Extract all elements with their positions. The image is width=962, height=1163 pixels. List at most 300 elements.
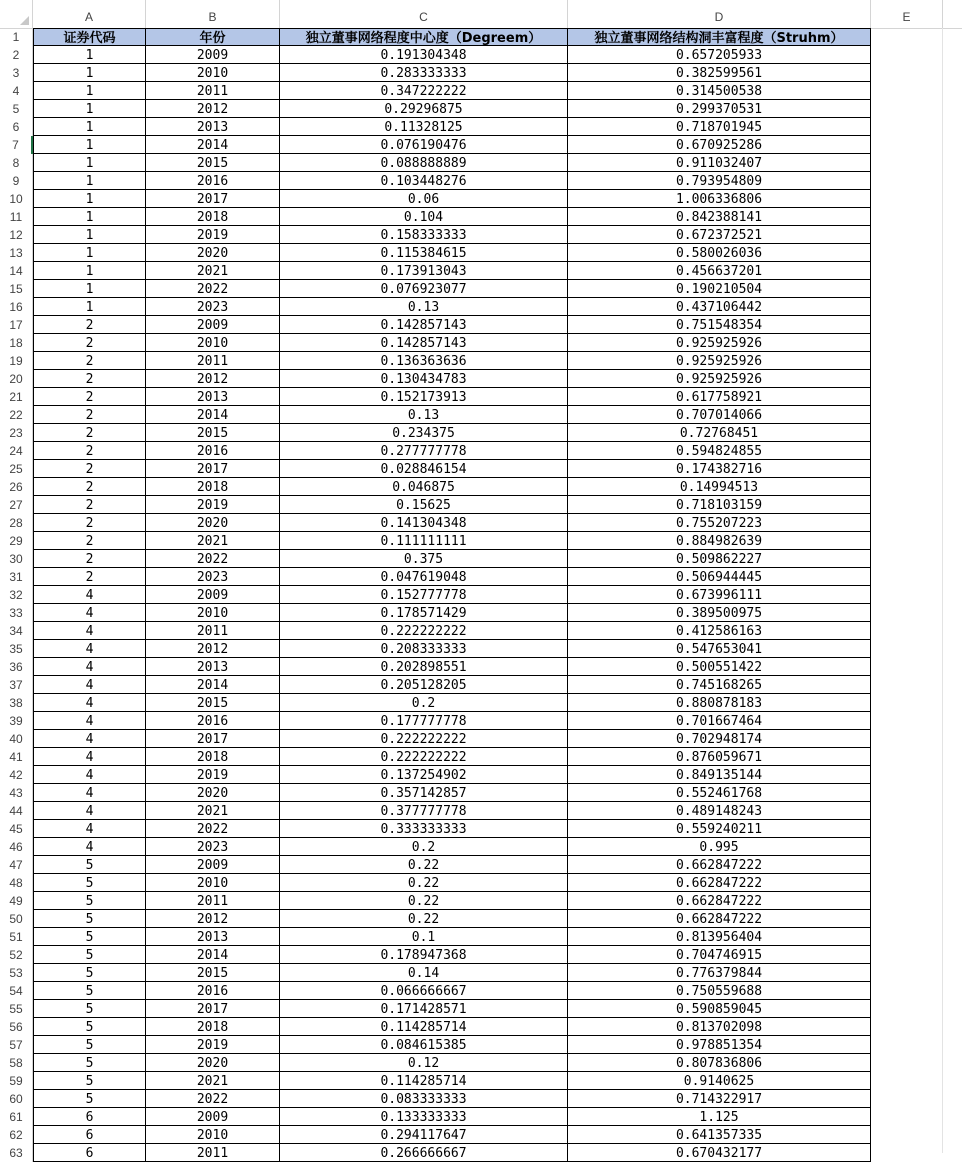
table-cell[interactable]: 1 <box>33 100 146 118</box>
column-header-a[interactable]: A <box>33 0 146 28</box>
row-header-40[interactable]: 40 <box>0 730 33 748</box>
table-cell[interactable]: 5 <box>33 1072 146 1090</box>
table-cell[interactable]: 4 <box>33 838 146 856</box>
table-cell[interactable]: 2 <box>33 406 146 424</box>
row-header-9[interactable]: 9 <box>0 172 33 190</box>
table-cell[interactable]: 1 <box>33 154 146 172</box>
table-cell[interactable]: 2018 <box>146 478 280 496</box>
table-cell[interactable]: 0.670925286 <box>568 136 871 154</box>
table-cell[interactable]: 2012 <box>146 910 280 928</box>
table-cell[interactable]: 0.580026036 <box>568 244 871 262</box>
row-header-48[interactable]: 48 <box>0 874 33 892</box>
table-cell[interactable]: 0.114285714 <box>280 1018 568 1036</box>
row-header-3[interactable]: 3 <box>0 64 33 82</box>
row-header-11[interactable]: 11 <box>0 208 33 226</box>
table-cell[interactable]: 2015 <box>146 424 280 442</box>
table-cell[interactable]: 4 <box>33 586 146 604</box>
table-cell[interactable]: 5 <box>33 946 146 964</box>
table-cell[interactable]: 0.2 <box>280 694 568 712</box>
row-header-45[interactable]: 45 <box>0 820 33 838</box>
row-header-34[interactable]: 34 <box>0 622 33 640</box>
table-cell[interactable]: 0.506944445 <box>568 568 871 586</box>
table-cell[interactable]: 2009 <box>146 316 280 334</box>
table-cell[interactable]: 0.925925926 <box>568 370 871 388</box>
table-cell[interactable]: 0.755207223 <box>568 514 871 532</box>
table-cell[interactable]: 0.718103159 <box>568 496 871 514</box>
table-cell[interactable]: 2011 <box>146 622 280 640</box>
table-cell[interactable]: 0.456637201 <box>568 262 871 280</box>
table-cell[interactable]: 0.047619048 <box>280 568 568 586</box>
table-cell[interactable]: 2010 <box>146 334 280 352</box>
table-cell[interactable]: 5 <box>33 1054 146 1072</box>
table-cell[interactable]: 2011 <box>146 352 280 370</box>
table-cell[interactable]: 0.776379844 <box>568 964 871 982</box>
table-cell[interactable]: 0.141304348 <box>280 514 568 532</box>
table-cell[interactable]: 2016 <box>146 172 280 190</box>
table-cell[interactable]: 0.849135144 <box>568 766 871 784</box>
table-cell[interactable]: 0.842388141 <box>568 208 871 226</box>
table-cell[interactable]: 0.670432177 <box>568 1144 871 1162</box>
table-cell[interactable]: 2011 <box>146 892 280 910</box>
row-header-6[interactable]: 6 <box>0 118 33 136</box>
table-cell[interactable]: 0.12 <box>280 1054 568 1072</box>
table-cell[interactable]: 0.152173913 <box>280 388 568 406</box>
table-cell[interactable]: 0.14994513 <box>568 478 871 496</box>
table-cell[interactable]: 4 <box>33 784 146 802</box>
row-header-26[interactable]: 26 <box>0 478 33 496</box>
table-cell[interactable]: 2011 <box>146 82 280 100</box>
table-cell[interactable]: 2021 <box>146 532 280 550</box>
table-cell[interactable]: 0.028846154 <box>280 460 568 478</box>
table-cell[interactable]: 0.178947368 <box>280 946 568 964</box>
table-cell[interactable]: 2014 <box>146 946 280 964</box>
table-cell[interactable]: 0.22 <box>280 874 568 892</box>
table-cell[interactable]: 0.234375 <box>280 424 568 442</box>
table-cell[interactable]: 0.171428571 <box>280 1000 568 1018</box>
table-cell[interactable]: 2023 <box>146 838 280 856</box>
row-header-5[interactable]: 5 <box>0 100 33 118</box>
table-cell[interactable]: 0.673996111 <box>568 586 871 604</box>
header-cell[interactable]: 独立董事网络结构洞丰富程度（Struhm） <box>568 28 871 46</box>
row-header-36[interactable]: 36 <box>0 658 33 676</box>
table-cell[interactable]: 0.111111111 <box>280 532 568 550</box>
table-cell[interactable]: 0.130434783 <box>280 370 568 388</box>
table-cell[interactable]: 0.222222222 <box>280 748 568 766</box>
table-cell[interactable]: 0.437106442 <box>568 298 871 316</box>
table-cell[interactable]: 5 <box>33 892 146 910</box>
table-cell[interactable]: 0.813702098 <box>568 1018 871 1036</box>
table-cell[interactable]: 2016 <box>146 442 280 460</box>
table-cell[interactable]: 0.978851354 <box>568 1036 871 1054</box>
table-cell[interactable]: 2012 <box>146 100 280 118</box>
table-cell[interactable]: 4 <box>33 730 146 748</box>
table-cell[interactable]: 0.547653041 <box>568 640 871 658</box>
header-cell[interactable]: 证券代码 <box>33 28 146 46</box>
table-cell[interactable]: 0.925925926 <box>568 352 871 370</box>
row-header-53[interactable]: 53 <box>0 964 33 982</box>
row-header-38[interactable]: 38 <box>0 694 33 712</box>
table-cell[interactable]: 0.22 <box>280 856 568 874</box>
row-header-35[interactable]: 35 <box>0 640 33 658</box>
table-cell[interactable]: 2018 <box>146 1018 280 1036</box>
row-header-19[interactable]: 19 <box>0 352 33 370</box>
table-cell[interactable]: 0.076190476 <box>280 136 568 154</box>
table-cell[interactable]: 0.793954809 <box>568 172 871 190</box>
table-cell[interactable]: 1 <box>33 46 146 64</box>
table-cell[interactable]: 1 <box>33 208 146 226</box>
row-header-8[interactable]: 8 <box>0 154 33 172</box>
table-cell[interactable]: 0.662847222 <box>568 856 871 874</box>
table-cell[interactable]: 2014 <box>146 676 280 694</box>
row-header-30[interactable]: 30 <box>0 550 33 568</box>
column-header-d[interactable]: D <box>568 0 871 28</box>
table-cell[interactable]: 2017 <box>146 190 280 208</box>
row-header-42[interactable]: 42 <box>0 766 33 784</box>
table-cell[interactable]: 1 <box>33 298 146 316</box>
table-cell[interactable]: 0.925925926 <box>568 334 871 352</box>
table-cell[interactable]: 0.152777778 <box>280 586 568 604</box>
table-cell[interactable]: 5 <box>33 964 146 982</box>
table-cell[interactable]: 6 <box>33 1126 146 1144</box>
table-cell[interactable]: 1 <box>33 172 146 190</box>
row-header-56[interactable]: 56 <box>0 1018 33 1036</box>
table-cell[interactable]: 1 <box>33 118 146 136</box>
table-cell[interactable]: 0.13 <box>280 298 568 316</box>
table-cell[interactable]: 2009 <box>146 856 280 874</box>
row-header-46[interactable]: 46 <box>0 838 33 856</box>
table-cell[interactable]: 0.076923077 <box>280 280 568 298</box>
table-cell[interactable]: 2009 <box>146 1108 280 1126</box>
table-cell[interactable]: 2013 <box>146 658 280 676</box>
table-cell[interactable]: 0.662847222 <box>568 892 871 910</box>
table-cell[interactable]: 0.178571429 <box>280 604 568 622</box>
table-cell[interactable]: 2 <box>33 568 146 586</box>
table-cell[interactable]: 0.590859045 <box>568 1000 871 1018</box>
table-cell[interactable]: 5 <box>33 1036 146 1054</box>
table-cell[interactable]: 0.173913043 <box>280 262 568 280</box>
table-cell[interactable]: 0.750559688 <box>568 982 871 1000</box>
table-cell[interactable]: 2010 <box>146 1126 280 1144</box>
table-cell[interactable]: 0.208333333 <box>280 640 568 658</box>
table-cell[interactable]: 0.190210504 <box>568 280 871 298</box>
table-cell[interactable]: 0.277777778 <box>280 442 568 460</box>
column-header-b[interactable]: B <box>146 0 280 28</box>
row-header-7[interactable]: 7 <box>0 136 33 154</box>
table-cell[interactable]: 0.357142857 <box>280 784 568 802</box>
table-cell[interactable]: 0.813956404 <box>568 928 871 946</box>
table-cell[interactable]: 0.202898551 <box>280 658 568 676</box>
table-cell[interactable]: 0.500551422 <box>568 658 871 676</box>
table-cell[interactable]: 0.657205933 <box>568 46 871 64</box>
row-header-20[interactable]: 20 <box>0 370 33 388</box>
table-cell[interactable]: 2 <box>33 496 146 514</box>
row-header-1[interactable]: 1 <box>0 28 33 46</box>
table-cell[interactable]: 0.104 <box>280 208 568 226</box>
table-cell[interactable]: 2012 <box>146 640 280 658</box>
row-header-21[interactable]: 21 <box>0 388 33 406</box>
row-header-24[interactable]: 24 <box>0 442 33 460</box>
table-cell[interactable]: 2 <box>33 532 146 550</box>
row-header-49[interactable]: 49 <box>0 892 33 910</box>
column-header-c[interactable]: C <box>280 0 568 28</box>
table-cell[interactable]: 6 <box>33 1144 146 1162</box>
table-cell[interactable]: 1 <box>33 136 146 154</box>
table-cell[interactable]: 0.314500538 <box>568 82 871 100</box>
row-header-23[interactable]: 23 <box>0 424 33 442</box>
table-cell[interactable]: 0.13 <box>280 406 568 424</box>
table-cell[interactable]: 2018 <box>146 208 280 226</box>
table-cell[interactable]: 2023 <box>146 568 280 586</box>
table-cell[interactable]: 0.911032407 <box>568 154 871 172</box>
table-cell[interactable]: 0.375 <box>280 550 568 568</box>
row-header-12[interactable]: 12 <box>0 226 33 244</box>
table-cell[interactable]: 2 <box>33 334 146 352</box>
table-cell[interactable]: 2022 <box>146 1090 280 1108</box>
row-header-57[interactable]: 57 <box>0 1036 33 1054</box>
table-cell[interactable]: 0.083333333 <box>280 1090 568 1108</box>
row-header-10[interactable]: 10 <box>0 190 33 208</box>
row-header-15[interactable]: 15 <box>0 280 33 298</box>
table-cell[interactable]: 2019 <box>146 1036 280 1054</box>
table-cell[interactable]: 0.751548354 <box>568 316 871 334</box>
table-cell[interactable]: 0.205128205 <box>280 676 568 694</box>
table-cell[interactable]: 0.707014066 <box>568 406 871 424</box>
table-cell[interactable]: 0.11328125 <box>280 118 568 136</box>
table-cell[interactable]: 2015 <box>146 694 280 712</box>
table-cell[interactable]: 2012 <box>146 370 280 388</box>
table-cell[interactable]: 2009 <box>146 46 280 64</box>
table-cell[interactable]: 4 <box>33 658 146 676</box>
table-cell[interactable]: 5 <box>33 1090 146 1108</box>
table-cell[interactable]: 4 <box>33 640 146 658</box>
table-cell[interactable]: 0.662847222 <box>568 874 871 892</box>
table-cell[interactable]: 0.412586163 <box>568 622 871 640</box>
table-cell[interactable]: 4 <box>33 766 146 784</box>
table-cell[interactable]: 5 <box>33 874 146 892</box>
table-cell[interactable]: 1 <box>33 226 146 244</box>
table-cell[interactable]: 4 <box>33 622 146 640</box>
table-cell[interactable]: 0.389500975 <box>568 604 871 622</box>
table-cell[interactable]: 1 <box>33 262 146 280</box>
table-cell[interactable]: 0.704746915 <box>568 946 871 964</box>
table-cell[interactable]: 0.158333333 <box>280 226 568 244</box>
table-cell[interactable]: 2009 <box>146 586 280 604</box>
table-cell[interactable]: 0.617758921 <box>568 388 871 406</box>
table-cell[interactable]: 1.125 <box>568 1108 871 1126</box>
table-cell[interactable]: 0.222222222 <box>280 622 568 640</box>
table-cell[interactable]: 4 <box>33 694 146 712</box>
table-cell[interactable]: 0.06 <box>280 190 568 208</box>
table-cell[interactable]: 0.191304348 <box>280 46 568 64</box>
row-header-47[interactable]: 47 <box>0 856 33 874</box>
table-cell[interactable]: 2018 <box>146 748 280 766</box>
header-cell[interactable]: 年份 <box>146 28 280 46</box>
table-cell[interactable]: 5 <box>33 1018 146 1036</box>
table-cell[interactable]: 0.088888889 <box>280 154 568 172</box>
row-header-2[interactable]: 2 <box>0 46 33 64</box>
table-cell[interactable]: 4 <box>33 802 146 820</box>
row-header-28[interactable]: 28 <box>0 514 33 532</box>
row-header-44[interactable]: 44 <box>0 802 33 820</box>
table-cell[interactable]: 1.006336806 <box>568 190 871 208</box>
table-cell[interactable]: 0.552461768 <box>568 784 871 802</box>
table-cell[interactable]: 0.718701945 <box>568 118 871 136</box>
table-cell[interactable]: 0.1 <box>280 928 568 946</box>
table-cell[interactable]: 2022 <box>146 280 280 298</box>
table-cell[interactable]: 1 <box>33 280 146 298</box>
table-cell[interactable]: 4 <box>33 712 146 730</box>
table-cell[interactable]: 2010 <box>146 64 280 82</box>
row-header-50[interactable]: 50 <box>0 910 33 928</box>
table-cell[interactable]: 2010 <box>146 604 280 622</box>
row-header-63[interactable]: 63 <box>0 1144 33 1162</box>
table-cell[interactable]: 2017 <box>146 1000 280 1018</box>
table-cell[interactable]: 2021 <box>146 262 280 280</box>
table-cell[interactable]: 0.266666667 <box>280 1144 568 1162</box>
table-cell[interactable]: 0.672372521 <box>568 226 871 244</box>
table-cell[interactable]: 2 <box>33 442 146 460</box>
table-cell[interactable]: 0.15625 <box>280 496 568 514</box>
table-cell[interactable]: 2017 <box>146 460 280 478</box>
table-cell[interactable]: 0.299370531 <box>568 100 871 118</box>
table-cell[interactable]: 0.876059671 <box>568 748 871 766</box>
table-cell[interactable]: 2022 <box>146 820 280 838</box>
header-cell[interactable]: 独立董事网络程度中心度（Degreem） <box>280 28 568 46</box>
table-cell[interactable]: 0.222222222 <box>280 730 568 748</box>
table-cell[interactable]: 0.489148243 <box>568 802 871 820</box>
row-header-29[interactable]: 29 <box>0 532 33 550</box>
row-header-31[interactable]: 31 <box>0 568 33 586</box>
table-cell[interactable]: 2 <box>33 424 146 442</box>
table-cell[interactable]: 2014 <box>146 406 280 424</box>
row-header-52[interactable]: 52 <box>0 946 33 964</box>
table-cell[interactable]: 2015 <box>146 154 280 172</box>
table-cell[interactable]: 0.177777778 <box>280 712 568 730</box>
table-cell[interactable]: 0.884982639 <box>568 532 871 550</box>
table-cell[interactable]: 2021 <box>146 802 280 820</box>
table-cell[interactable]: 0.701667464 <box>568 712 871 730</box>
row-header-17[interactable]: 17 <box>0 316 33 334</box>
table-cell[interactable]: 1 <box>33 82 146 100</box>
table-cell[interactable]: 0.22 <box>280 892 568 910</box>
row-header-14[interactable]: 14 <box>0 262 33 280</box>
table-cell[interactable]: 0.114285714 <box>280 1072 568 1090</box>
table-cell[interactable]: 2015 <box>146 964 280 982</box>
row-header-41[interactable]: 41 <box>0 748 33 766</box>
row-header-18[interactable]: 18 <box>0 334 33 352</box>
table-cell[interactable]: 0.294117647 <box>280 1126 568 1144</box>
table-cell[interactable]: 2 <box>33 550 146 568</box>
table-cell[interactable]: 0.377777778 <box>280 802 568 820</box>
table-cell[interactable]: 2022 <box>146 550 280 568</box>
row-header-39[interactable]: 39 <box>0 712 33 730</box>
table-cell[interactable]: 0.142857143 <box>280 334 568 352</box>
table-cell[interactable]: 2017 <box>146 730 280 748</box>
table-cell[interactable]: 2016 <box>146 982 280 1000</box>
row-header-4[interactable]: 4 <box>0 82 33 100</box>
table-cell[interactable]: 0.333333333 <box>280 820 568 838</box>
row-header-51[interactable]: 51 <box>0 928 33 946</box>
table-cell[interactable]: 2019 <box>146 496 280 514</box>
table-cell[interactable]: 0.103448276 <box>280 172 568 190</box>
table-cell[interactable]: 2023 <box>146 298 280 316</box>
table-cell[interactable]: 0.22 <box>280 910 568 928</box>
table-cell[interactable]: 2 <box>33 370 146 388</box>
table-cell[interactable]: 0.745168265 <box>568 676 871 694</box>
row-header-54[interactable]: 54 <box>0 982 33 1000</box>
row-header-58[interactable]: 58 <box>0 1054 33 1072</box>
table-cell[interactable]: 0.136363636 <box>280 352 568 370</box>
table-cell[interactable]: 5 <box>33 1000 146 1018</box>
table-cell[interactable]: 5 <box>33 982 146 1000</box>
row-header-22[interactable]: 22 <box>0 406 33 424</box>
table-cell[interactable]: 0.702948174 <box>568 730 871 748</box>
table-cell[interactable]: 4 <box>33 748 146 766</box>
table-cell[interactable]: 0.137254902 <box>280 766 568 784</box>
table-cell[interactable]: 0.174382716 <box>568 460 871 478</box>
table-cell[interactable]: 4 <box>33 604 146 622</box>
table-cell[interactable]: 2 <box>33 478 146 496</box>
row-header-55[interactable]: 55 <box>0 1000 33 1018</box>
row-header-43[interactable]: 43 <box>0 784 33 802</box>
table-cell[interactable]: 1 <box>33 64 146 82</box>
row-header-37[interactable]: 37 <box>0 676 33 694</box>
table-cell[interactable]: 2020 <box>146 244 280 262</box>
row-header-33[interactable]: 33 <box>0 604 33 622</box>
table-cell[interactable]: 2020 <box>146 514 280 532</box>
table-cell[interactable]: 4 <box>33 676 146 694</box>
table-cell[interactable]: 0.046875 <box>280 478 568 496</box>
table-cell[interactable]: 2 <box>33 352 146 370</box>
row-header-27[interactable]: 27 <box>0 496 33 514</box>
table-cell[interactable]: 0.283333333 <box>280 64 568 82</box>
table-cell[interactable]: 2013 <box>146 118 280 136</box>
table-cell[interactable]: 2 <box>33 460 146 478</box>
table-cell[interactable]: 0.347222222 <box>280 82 568 100</box>
table-cell[interactable]: 0.662847222 <box>568 910 871 928</box>
table-cell[interactable]: 5 <box>33 910 146 928</box>
table-cell[interactable]: 2021 <box>146 1072 280 1090</box>
row-header-60[interactable]: 60 <box>0 1090 33 1108</box>
table-cell[interactable]: 2019 <box>146 226 280 244</box>
table-cell[interactable]: 0.807836806 <box>568 1054 871 1072</box>
table-cell[interactable]: 0.084615385 <box>280 1036 568 1054</box>
table-cell[interactable]: 2013 <box>146 928 280 946</box>
select-all-corner[interactable] <box>0 0 33 28</box>
table-cell[interactable]: 0.509862227 <box>568 550 871 568</box>
table-cell[interactable]: 0.594824855 <box>568 442 871 460</box>
table-cell[interactable]: 4 <box>33 820 146 838</box>
table-cell[interactable]: 2020 <box>146 784 280 802</box>
table-cell[interactable]: 2019 <box>146 766 280 784</box>
row-header-25[interactable]: 25 <box>0 460 33 478</box>
column-header-e[interactable]: E <box>871 0 943 28</box>
table-cell[interactable]: 0.066666667 <box>280 982 568 1000</box>
row-header-59[interactable]: 59 <box>0 1072 33 1090</box>
table-cell[interactable]: 1 <box>33 190 146 208</box>
table-cell[interactable]: 0.880878183 <box>568 694 871 712</box>
table-cell[interactable]: 5 <box>33 856 146 874</box>
table-cell[interactable]: 0.115384615 <box>280 244 568 262</box>
table-cell[interactable]: 5 <box>33 928 146 946</box>
table-cell[interactable]: 0.2 <box>280 838 568 856</box>
table-cell[interactable]: 0.29296875 <box>280 100 568 118</box>
row-header-16[interactable]: 16 <box>0 298 33 316</box>
table-cell[interactable]: 0.133333333 <box>280 1108 568 1126</box>
table-cell[interactable]: 2011 <box>146 1144 280 1162</box>
row-header-32[interactable]: 32 <box>0 586 33 604</box>
table-cell[interactable]: 2 <box>33 388 146 406</box>
